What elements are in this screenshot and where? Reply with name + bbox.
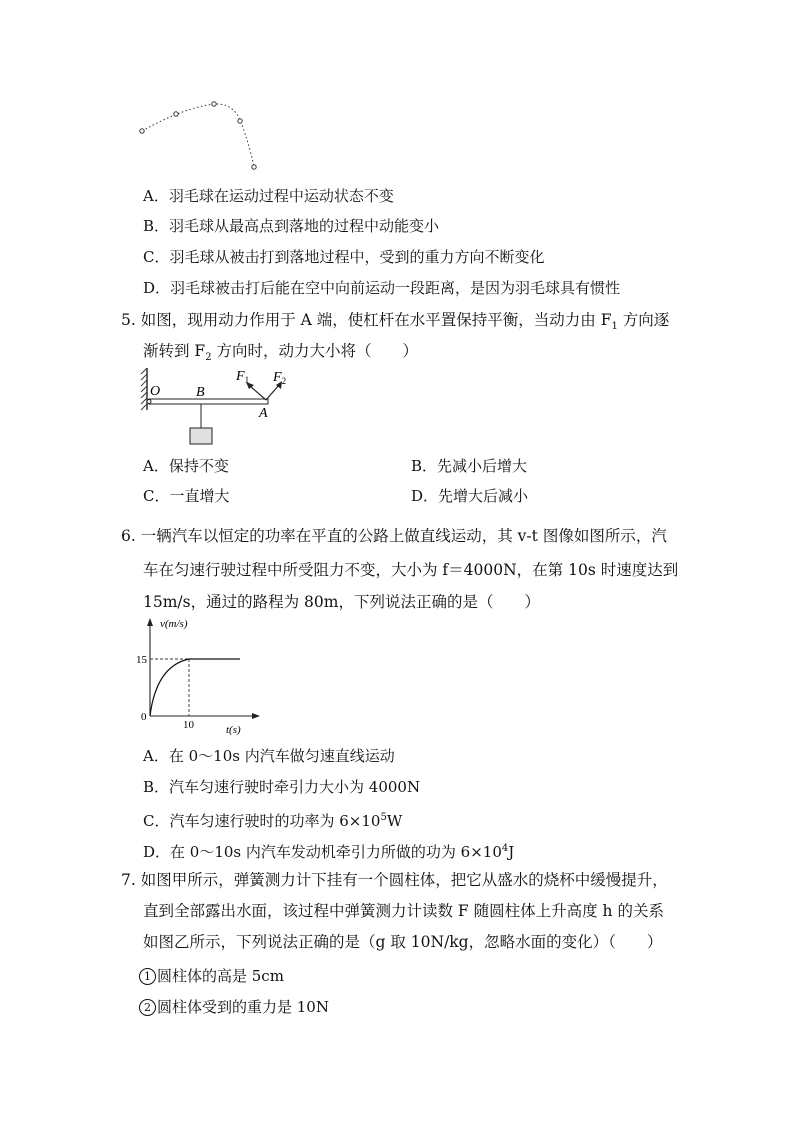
q5-option-d: D．先增大后减小 xyxy=(411,487,529,505)
circled-number-1: 1 xyxy=(139,968,156,985)
lever-figure xyxy=(138,366,298,448)
q4-option-a: A．羽毛球在运动过程中运动状态不变 xyxy=(143,187,394,205)
q7-item-2: 2 圆柱体受到的重力是 10N xyxy=(139,997,329,1017)
q7-stem-line1: 7. 如图甲所示，弹簧测力计下挂有一个圆柱体，把它从盛水的烧杯中缓慢提升， xyxy=(121,871,668,889)
q6-stem-line2: 车在匀速行驶过程中所受阻力不变，大小为 f＝4000N，在第 10s 时速度达到 xyxy=(143,561,679,579)
q4-option-d: D．羽毛球被击打后能在空中向前运动一段距离，是因为羽毛球具有惯性 xyxy=(143,279,621,297)
q6-stem-line1: 6. 一辆汽车以恒定的功率在平直的公路上做直线运动，其 v-t 图像如图所示，汽 xyxy=(121,527,667,545)
lever-label-f1: $F_1$ xyxy=(236,369,250,385)
vt-xlabel: t(s) xyxy=(226,724,241,736)
q5-option-b: B．先减小后增大 xyxy=(411,457,528,475)
q6-option-c: C．汽车匀速行驶时的功率为 $6\times 10^5W$ xyxy=(143,812,403,830)
circled-number-2: 2 xyxy=(139,999,156,1016)
q6-option-d: D．在 0～10s 内汽车发动机牵引力所做的功为 $6\times 10^4J$ xyxy=(143,843,515,861)
badminton-trajectory-figure xyxy=(130,95,270,175)
q6-option-b: B．汽车匀速行驶时牵引力大小为 4000N xyxy=(143,778,421,796)
q5-number: 5. xyxy=(121,311,136,329)
q7-stem-line3: 如图乙所示，下列说法正确的是（g 取 10N/kg，忽略水面的变化）（ ） xyxy=(143,933,663,951)
q4-option-c: C．羽毛球从被击打到落地过程中，受到的重力方向不断变化 xyxy=(143,248,545,266)
q5-stem-line1: 5. 如图，现用动力作用于 A 端，使杠杆在水平置保持平衡，当动力由 $F_1$ 方向逐 xyxy=(121,311,670,333)
q7-number: 7. xyxy=(121,871,136,889)
lever-label-f2: $F_2$ xyxy=(273,370,287,386)
q7-stem-line2: 直到全部露出水面，该过程中弹簧测力计读数 F 随圆柱体上升高度 h 的关系 xyxy=(143,902,664,920)
q5-option-a: A．保持不变 xyxy=(143,457,229,475)
lever-label-o: O xyxy=(150,384,161,399)
q4-option-b: B．羽毛球从最高点到落地的过程中动能变小 xyxy=(143,217,440,235)
q6-option-a: A．在 0～10s 内汽车做匀速直线运动 xyxy=(143,747,395,765)
q5-option-c: C．一直增大 xyxy=(143,487,230,505)
q5-stem-line2: 渐转到 $F_2$ 方向时，动力大小将（ ） xyxy=(143,342,418,364)
vt-origin: 0 xyxy=(141,711,147,723)
q6-number: 6. xyxy=(121,527,136,545)
q6-stem-line3: 15m/s，通过的路程为 80m，下列说法正确的是（ ） xyxy=(143,593,540,611)
vt-ytick-15: 15 xyxy=(136,654,147,666)
vt-xtick-10: 10 xyxy=(183,719,194,731)
vt-ylabel: v(m/s) xyxy=(160,618,188,630)
vt-graph-figure xyxy=(136,614,266,738)
lever-label-a: A xyxy=(259,406,268,421)
q7-item-1: 1 圆柱体的高是 5cm xyxy=(139,966,284,986)
lever-label-b: B xyxy=(196,385,205,400)
